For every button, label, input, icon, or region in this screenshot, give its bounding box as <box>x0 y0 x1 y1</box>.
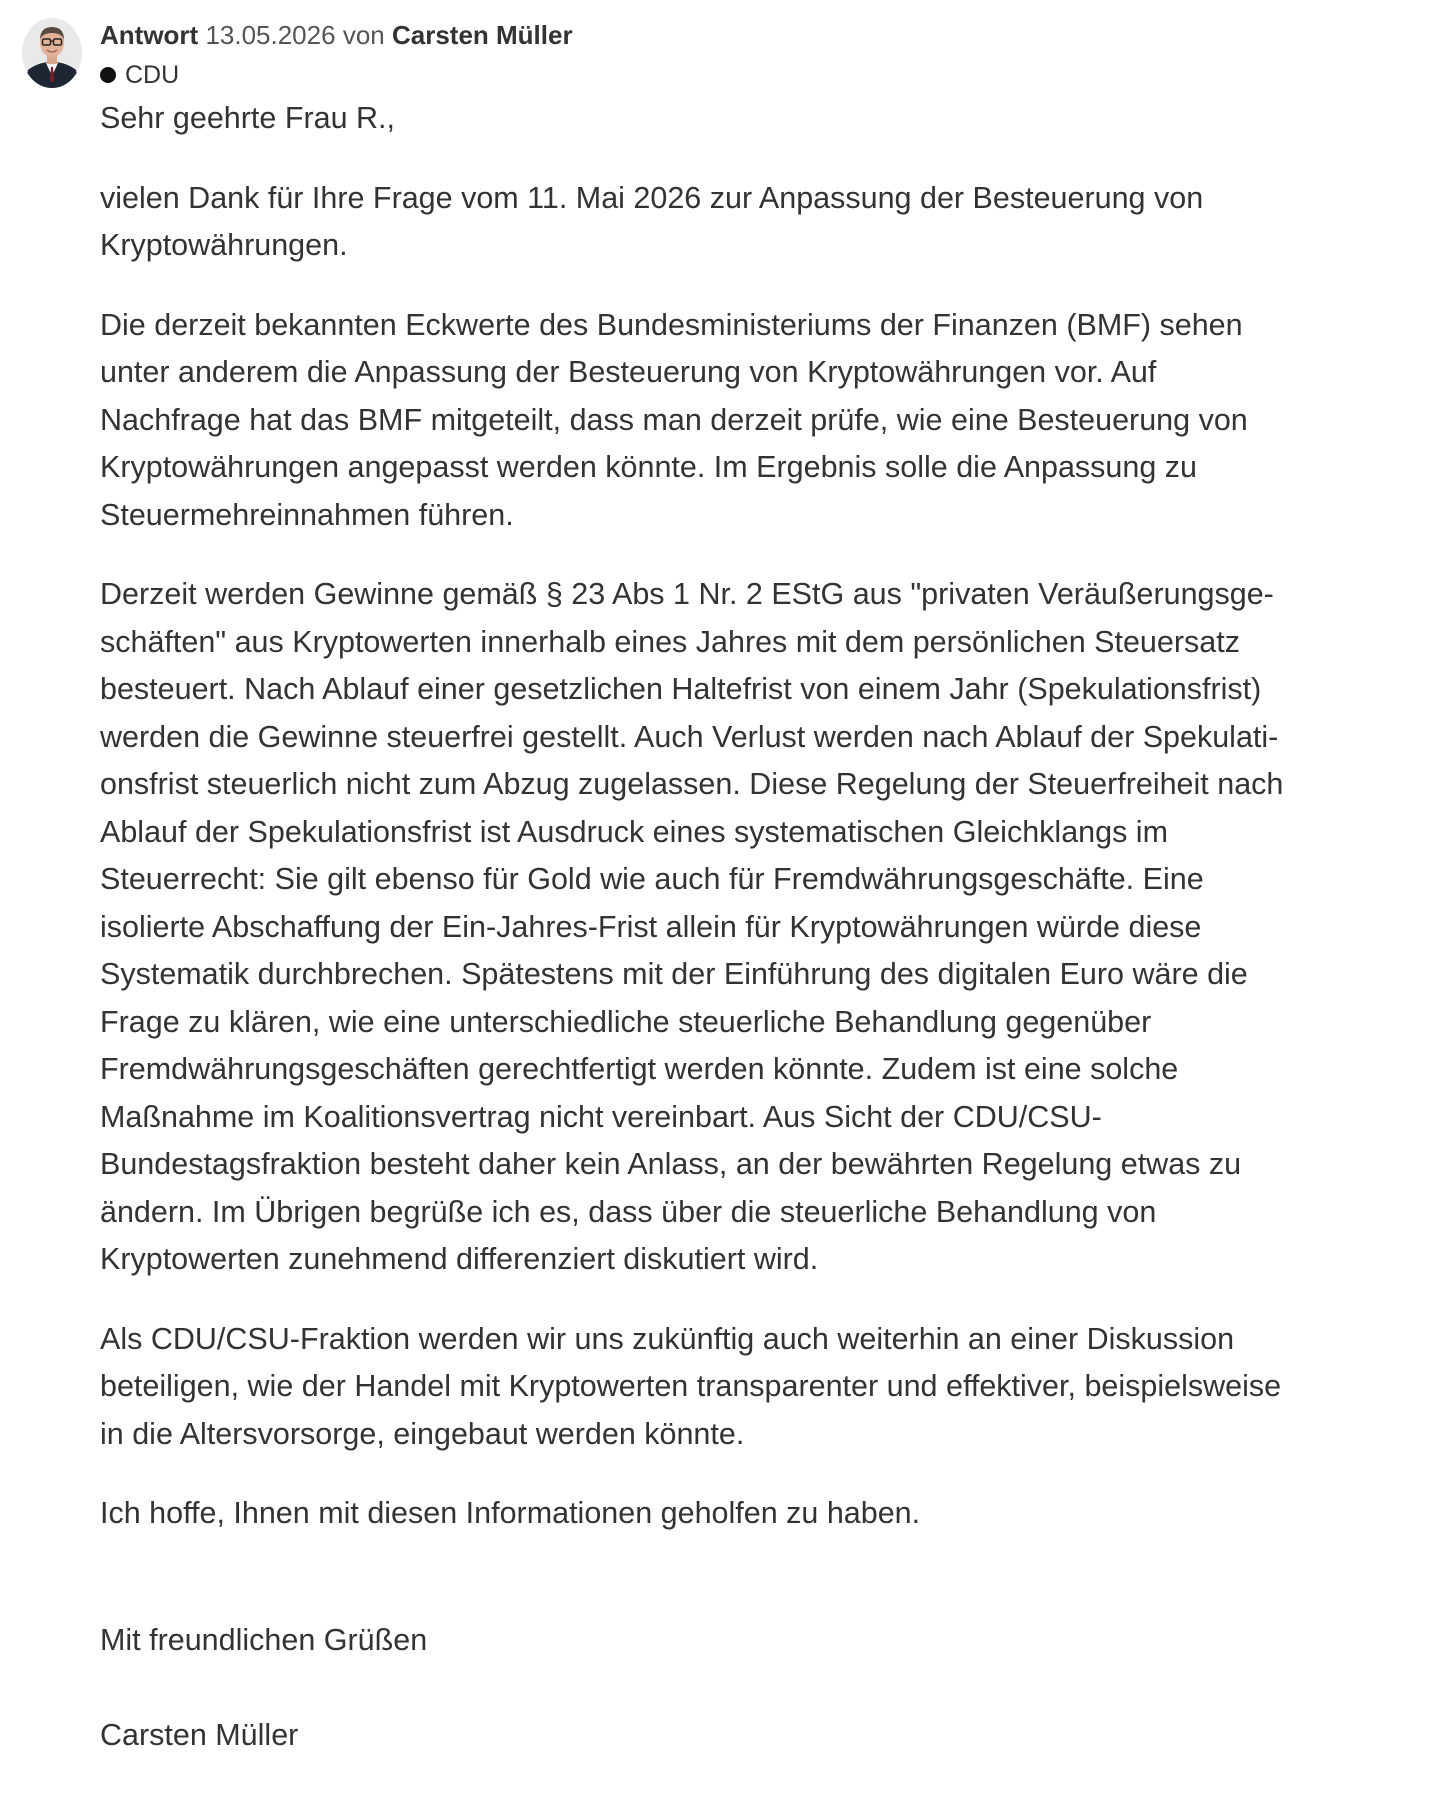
party-dot-icon <box>100 67 116 83</box>
party-line <box>100 59 1400 91</box>
closing-greeting: Mit freundlichen Grüßen <box>100 1617 1440 1665</box>
body-paragraph-2: Die derzeit bekannten Eckwerte des Bundesministeriums der Finanzen (BMF) sehen unter anderem die Anpassung der Besteuerung von Kryptowährungen vor. Auf Nachfrage hat das BMF mitgeteilt, dass man derzeit prüfe, wie eine Besteuerung von Kryptowährungen angepasst werden könnte. Im Ergebnis solle die Anpassung zu Steuermehreinnahmen führen. <box>100 302 1440 540</box>
answer-meta <box>100 18 1400 91</box>
salutation: Sehr geehrte Frau R., <box>100 95 1440 143</box>
person-portrait-icon <box>22 18 82 88</box>
author-avatar[interactable] <box>22 18 82 88</box>
body-paragraph-5: Ich hoffe, Ihnen mit diesen Informationen geholfen zu haben. <box>100 1490 1440 1538</box>
party-label: CDU <box>125 59 179 91</box>
closing-block <box>100 1570 1440 1807</box>
body-paragraph-1: vielen Dank für Ihre Frage vom 11. Mai 2026 zur Anpassung der Besteuerung von Kryptowährungen. <box>100 175 1440 270</box>
answer-by-word: von <box>343 20 385 50</box>
answer-date: 13.05.2026 <box>205 20 335 50</box>
answer-header <box>100 18 1400 52</box>
signature: Carsten Müller <box>100 1712 1440 1760</box>
body-paragraph-3: Derzeit werden Gewinne gemäß § 23 Abs 1 Nr. 2 EStG aus "privaten Veräußerungsge- schäften" aus Kryptowerten innerhalb eines Jahres mit dem persönlichen Steuersatz besteuert. Nach Ablauf einer gesetzlichen Haltefrist von einem Jahr (Spekulationsfrist) werden die Gewinne steuerfrei gestellt. Auch Verlust werden nach Ablauf der Spekulati- onsfrist steuerlich nicht zum Abzug zugelassen. Diese Regelung der Steuerfreiheit nach Ablauf der Spekulationsfrist ist Ausdruck eines systematischen Gleichklangs im Steuerrecht: Sie gilt ebenso für Gold wie auch für Fremdwährungsgeschäfte. Eine isolierte Abschaffung der Ein-Jahres-Frist allein für Kryptowährungen würde diese Systematik durchbrechen. Spätestens mit der Einführung des digitalen Euro wäre die Frage zu klären, wie eine unterschiedliche steuerliche Behandlung gegenüber Fremdwährungsgeschäften gerechtfertigt werden könnte. Zudem ist eine solche Maßnahme im Koalitionsvertrag nicht vereinbart. Aus Sicht der CDU/CSU- Bundestagsfraktion besteht daher kein Anlass, an der bewährten Regelung etwas zu ändern. Im Übrigen begrüße ich es, dass über die steuerliche Behandlung von Kryptowerten zunehmend differenziert diskutiert wird. <box>100 571 1440 1284</box>
answer-label: Antwort <box>100 20 198 50</box>
body-paragraph-4: Als CDU/CSU-Fraktion werden wir uns zukünftig auch weiterhin an einer Diskussion beteiligen, wie der Handel mit Kryptowerten transparenter und effektiver, beispielsweise in die Altersvorsorge, eingebaut werden könnte. <box>100 1316 1440 1459</box>
author-name[interactable]: Carsten Müller <box>392 20 573 50</box>
answer-body <box>100 95 1440 1807</box>
